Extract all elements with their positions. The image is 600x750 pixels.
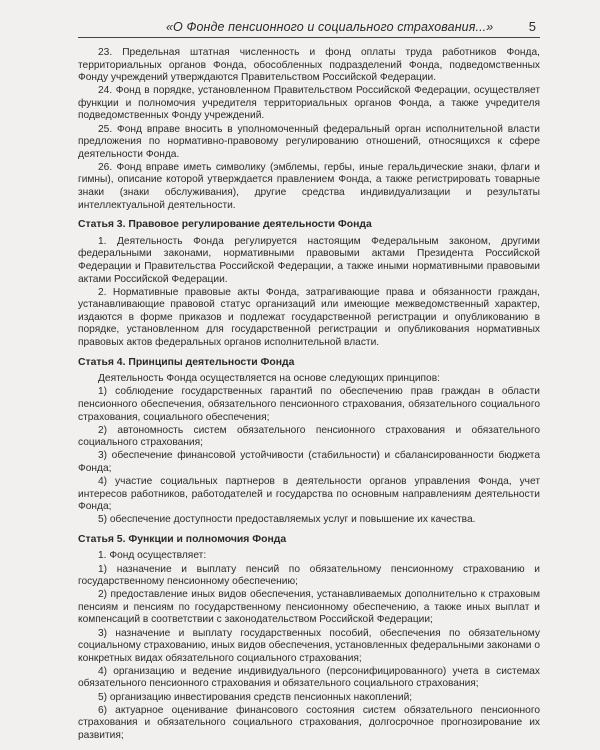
article-heading: Статья 5. Функции и полномочия Фонда bbox=[78, 533, 287, 545]
paragraph: 2) предоставление иных видов обеспечения, устанавливаемых дополнительно к страховым пенсиям и пенсиям по государственному пенсионному обеспечению, а также иных выплат и компенсаций в соответствии с законодательством Российской Федерации; bbox=[78, 589, 540, 626]
paragraph: 1) соблюдение государственных гарантий по обеспечению прав граждан в области пенсионного обеспечения, обязательного пенсионного страхования, обязательного социального страхования, социального обеспечения; bbox=[78, 386, 540, 423]
paragraph: 4) организацию и ведение индивидуального (персонифицированного) учета в системах обязательного пенсионного страхования и обязательного социального страхования; bbox=[78, 665, 540, 690]
paragraph: 2. Нормативные правовые акты Фонда, затрагивающие права и обязанности граждан, устанавливающие правовой статус организаций или имеющие межведомственный характер, издаются в форме приказов и подлежат государственной регистрации и опубликованию в порядке, установленном для государственной регистрации и опубликования нормативных правовых актов федеральных органов исполнительной власти. bbox=[78, 286, 540, 349]
paragraph: 6) актуарное оценивание финансового состояния систем обязательного пенсионного страхования и обязательного социального страхования, долгосрочное прогнозирование их развития; bbox=[78, 704, 540, 741]
paragraph: 5) организацию инвестирования средств пенсионных накоплений; bbox=[98, 691, 413, 703]
running-title: «О Фонде пенсионного и социального страхования...» bbox=[166, 20, 494, 34]
paragraph: 23. Предельная штатная численность и фонд оплаты труда работников Фонда, территориальных органов Фонда, обособленных подразделений Фонда, подведомственных Фонду учреждений утверждаются Правительством Российской Федерации. bbox=[78, 47, 540, 84]
paragraph: 4) участие социальных партнеров в деятельности органов управления Фонда, учет интересов работников, работодателей и государства по основным направлениям деятельности Фонда; bbox=[78, 476, 540, 513]
paragraph: 26. Фонд вправе иметь символику (эмблемы, гербы, иные геральдические знаки, флаги и гимны), описание которой утверждается правлением Фонда, а также регистрировать товарные знаки (знаки обслуживания), другие средства индивидуализации и результаты интеллектуальной деятельности. bbox=[78, 161, 540, 211]
paragraph: 3) назначение и выплату государственных пособий, обеспечения по обязательному социальному страхованию, иных видов обеспечения, установленных федеральными законами о конкретных видах обязательного социального страхования; bbox=[78, 627, 540, 664]
paragraph: 25. Фонд вправе вносить в уполномоченный федеральный орган исполнительной власти предложения по нормативно-правовому регулированию отношений, относящихся к сфере деятельности Фонда. bbox=[78, 123, 540, 160]
paragraph: 2) автономность систем обязательного пенсионного страхования и обязательного социального страхования; bbox=[78, 424, 540, 449]
paragraph: 24. Фонд в порядке, установленном Правительством Российской Федерации, осуществляет функции и полномочия учредителя территориальных органов Фонда, а также учредителя подведомственных Фонду учреждений. bbox=[78, 85, 540, 122]
paragraph: 1. Фонд осуществляет: bbox=[98, 550, 207, 562]
article-heading: Статья 3. Правовое регулирование деятельности Фонда bbox=[78, 219, 372, 231]
paragraph: 1. Деятельность Фонда регулируется настоящим Федеральным законом, другими федеральными законами, нормативными правовыми актами Президента Российской Федерации и Правительства Российской Федерации, а также иными нормативными правовыми актами Российской Федерации. bbox=[78, 235, 540, 285]
running-header bbox=[78, 14, 540, 38]
paragraph: Деятельность Фонда осуществляется на основе следующих принципов: bbox=[98, 373, 440, 385]
paragraph: 1) назначение и выплату пенсий по обязательному пенсионному страхованию и государственному пенсионному обеспечению; bbox=[78, 563, 540, 588]
paragraph: 5) обеспечение доступности предоставляемых услуг и повышение их качества. bbox=[98, 514, 476, 526]
page-number: 5 bbox=[528, 19, 536, 34]
paragraph: 3) обеспечение финансовой устойчивости (стабильности) и сбалансированности бюджета Фонда; bbox=[78, 450, 540, 474]
page-body bbox=[78, 47, 540, 742]
article-heading: Статья 4. Принципы деятельности Фонда bbox=[78, 356, 295, 368]
